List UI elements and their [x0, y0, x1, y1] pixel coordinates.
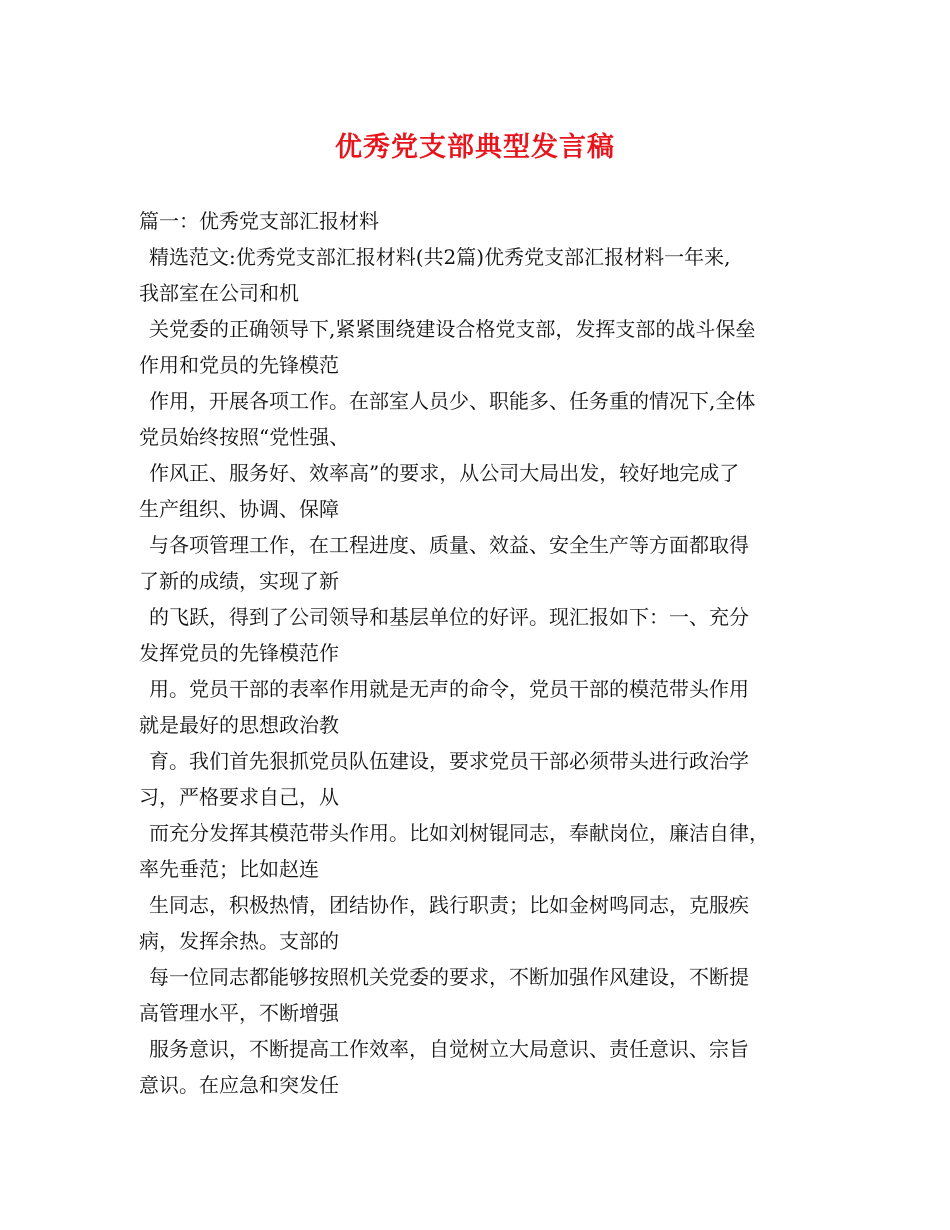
document-body	[139, 203, 829, 1103]
body-line: 党员始终按照“党性强、	[139, 425, 350, 449]
body-line: 意识。在应急和突发任	[139, 1073, 339, 1097]
body-line: 用。党员干部的表率作用就是无声的命令，党员干部的模范带头作用	[149, 677, 749, 701]
body-line: 生产组织、协调、保障	[139, 497, 339, 521]
body-line-section-heading: 篇一：优秀党支部汇报材料	[139, 209, 379, 233]
body-line: 我部室在公司和机	[139, 281, 299, 305]
body-line: 就是最好的思想政治教	[139, 713, 339, 737]
document-title: 优秀党支部典型发言稿	[335, 132, 615, 163]
body-line: 作用和党员的先锋模范	[139, 353, 339, 377]
body-line: 率先垂范；比如赵连	[139, 857, 319, 881]
body-line: 作用，开展各项工作。在部室人员少、职能多、任务重的情况下,全体	[149, 389, 756, 413]
body-line: 服务意识，不断提高工作效率，自觉树立大局意识、责任意识、宗旨	[149, 1037, 749, 1061]
body-line: 的飞跃，得到了公司领导和基层单位的好评。现汇报如下：一、充分	[149, 605, 749, 629]
body-line: 关党委的正确领导下,紧紧围绕建设合格党支部，发挥支部的战斗保垒	[149, 317, 756, 341]
body-line: 发挥党员的先锋模范作	[139, 641, 339, 665]
body-line: 育。我们首先狠抓党员队伍建设，要求党员干部必须带头进行政治学	[149, 749, 749, 773]
body-line: 作风正、服务好、效率高”的要求，从公司大局出发，较好地完成了	[149, 461, 740, 485]
body-line: 了新的成绩，实现了新	[139, 569, 339, 593]
body-line: 病，发挥余热。支部的	[139, 929, 339, 953]
body-line: 与各项管理工作，在工程进度、质量、效益、安全生产等方面都取得	[149, 533, 749, 557]
body-line: 而充分发挥其模范带头作用。比如刘树锟同志，奉献岗位，廉洁自律，	[149, 821, 769, 845]
body-line: 生同志，积极热情，团结协作，践行职责；比如金树鸣同志，克服疾	[149, 893, 749, 917]
body-line: 高管理水平，不断增强	[139, 1001, 339, 1025]
body-line: 每一位同志都能够按照机关党委的要求，不断加强作风建设，不断提	[149, 965, 749, 989]
body-line: 精选范文:优秀党支部汇报材料(共2篇)优秀党支部汇报材料一年来,	[149, 245, 731, 269]
body-line: 习，严格要求自己，从	[139, 785, 339, 809]
